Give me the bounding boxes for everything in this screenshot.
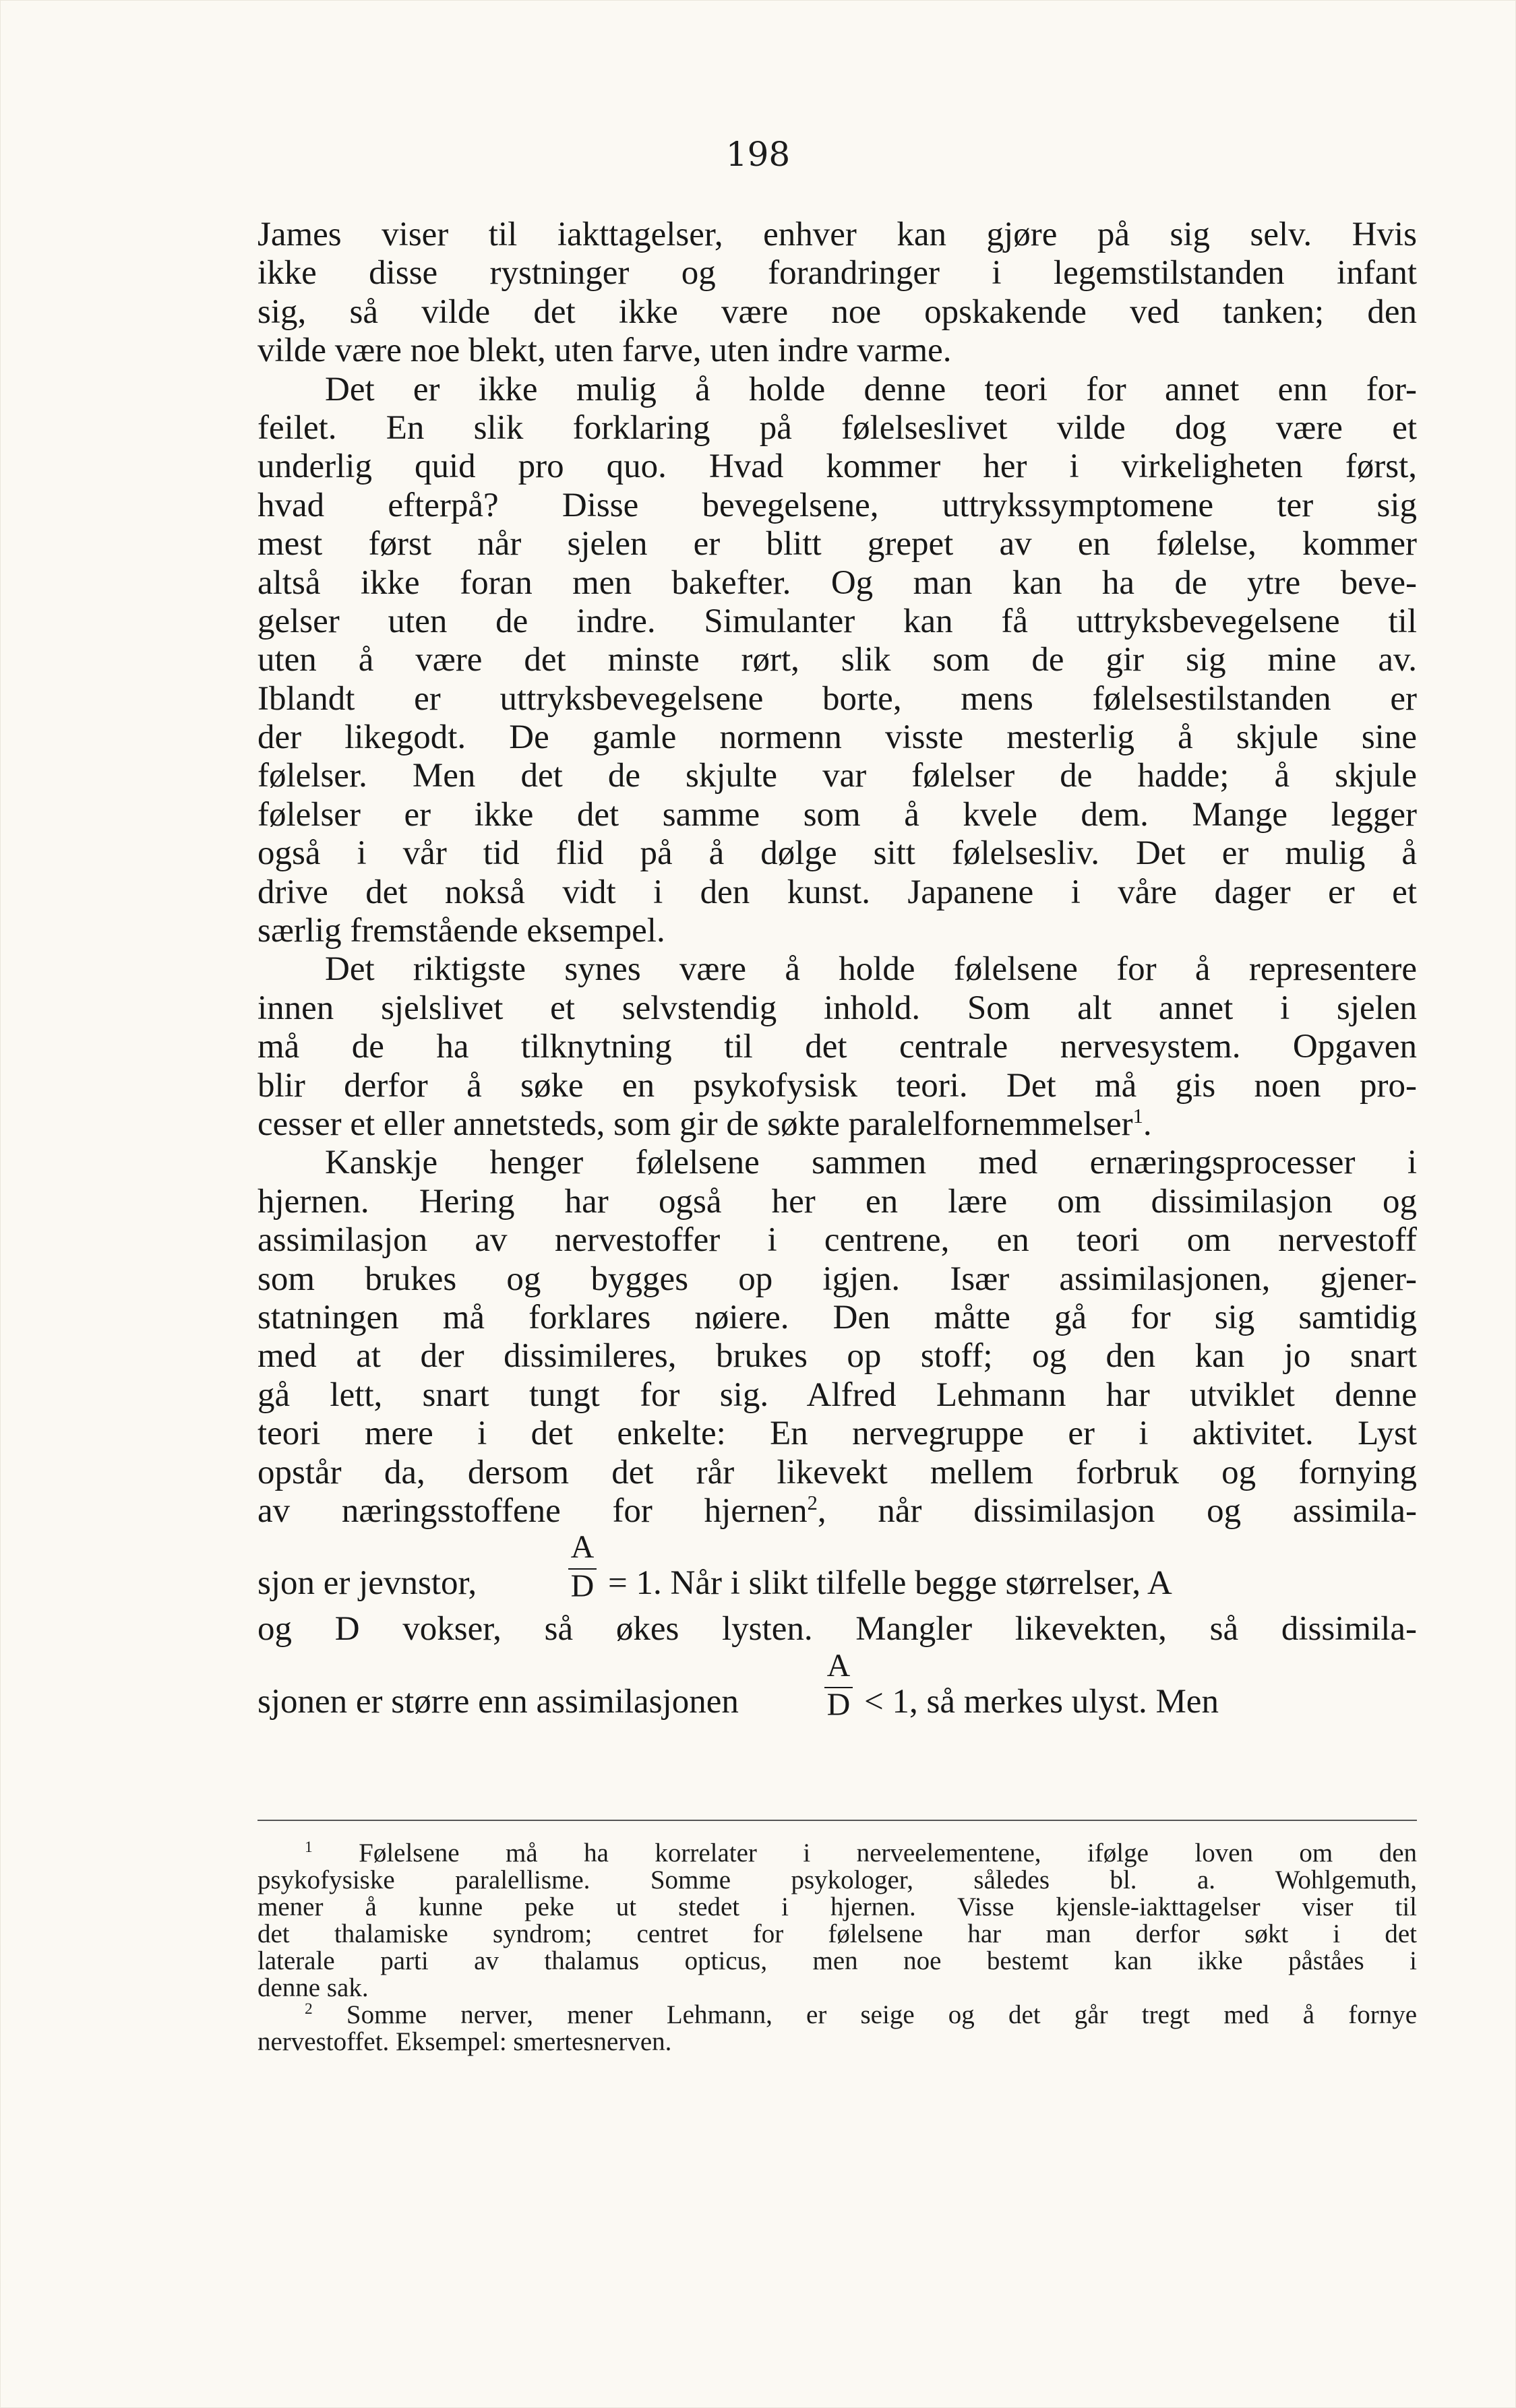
- text-line: Det riktigste synes være å holde følelsene for å representere: [325, 950, 1417, 989]
- text-line: sig, så vilde det ikke være noe opskakende ved tanken; den: [257, 292, 1417, 331]
- text-line: ikke disse rystninger og forandringer i legemstilstanden infant: [257, 254, 1417, 292]
- text-line: der likegodt. De gamle normenn visste mesterlig å skjule sine: [257, 718, 1417, 757]
- text-line: underlig quid pro quo. Hvad kommer her i virkeligheten først,: [257, 447, 1417, 486]
- footnote-line: [257, 2002, 1417, 2029]
- text-line: følelser. Men det de skjulte var følelser de hadde; å skjule: [257, 757, 1417, 795]
- formula-line: [257, 1531, 1417, 1610]
- body-text: [257, 216, 1417, 1729]
- fraction-denominator: D: [570, 1568, 595, 1605]
- text-line: Iblandt er uttryksbevegelsene borte, mens følelsestilstanden er: [257, 679, 1417, 718]
- footnote-1: [257, 1840, 1417, 2002]
- footnote-line: denne sak.: [257, 1973, 369, 2002]
- footnote-2: [257, 2002, 1417, 2056]
- fraction-numerator: A: [826, 1647, 851, 1684]
- text-line: gå lett, snart tungt for sig. Alfred Lehmann har utviklet denne: [257, 1376, 1417, 1414]
- text-fragment: , når dissimilasjon og assimila-: [817, 1491, 1417, 1530]
- text-line: Kanskje henger følelsene sammen med ernæringsprocesser i: [325, 1144, 1417, 1182]
- footnote-line: psykofysiske paralellisme. Somme psykologer, således bl. a. Wohlgemuth,: [257, 1865, 1417, 1894]
- text-line: gelser uten de indre. Simulanter kan få uttryksbevegelsene til: [257, 602, 1417, 640]
- text-fragment: Somme nerver, mener Lehmann, er seige og det går tregt med å fornye: [346, 2000, 1418, 2029]
- text-line: særlig fremstående eksempel.: [257, 912, 665, 950]
- text-line: også i vår tid flid på å dølge sitt følelsesliv. Det er mulig å: [257, 834, 1417, 873]
- text-line: som brukes og bygges op igjen. Især assimilasjonen, gjener-: [257, 1260, 1417, 1298]
- text-line: hvad efterpå? Disse bevegelsene, uttrykssymptomene ter sig: [257, 486, 1417, 524]
- fraction-a-over-d: [564, 1531, 601, 1603]
- page-number: 198: [725, 135, 791, 174]
- text-line: cesser et eller annetsteds, som gir de søkte paralelfornemmelser$^1$.: [257, 1104, 1152, 1143]
- text-fragment: sjon er jevnstor,: [257, 1564, 477, 1603]
- text-line: følelser er ikke det samme som å kvele dem. Mange legger: [257, 795, 1417, 834]
- text-line: assimilasjon av nervestoffer i centrene, en teori om nervestoff: [257, 1221, 1417, 1260]
- formula-line: [257, 1649, 1417, 1729]
- footnote-ref-1: 1: [1132, 1104, 1143, 1128]
- footnotes: [257, 1840, 1417, 2056]
- text-line: blir derfor å søke en psykofysisk teori. Det må gis noen pro-: [257, 1066, 1417, 1105]
- text-fragment: Følelsene må ha korrelater i nerveelementene, ifølge loven om den: [359, 1839, 1418, 1867]
- footnote-line: [257, 1840, 1417, 1867]
- text-line: James viser til iakttagelser, enhver kan gjøre på sig selv. Hvis: [257, 216, 1417, 253]
- paragraph-4: [257, 1144, 1417, 1728]
- text-line: uten å være det minste rørt, slik som de gir sig mine av.: [257, 641, 1417, 679]
- footnote-divider: [257, 1820, 1417, 1821]
- footnote-marker: 1: [305, 1839, 313, 1856]
- text-line: og D vokser, så økes lysten. Mangler likevekten, så dissimila-: [257, 1610, 1417, 1648]
- text-fragment: av næringsstoffene for hjernen: [257, 1491, 808, 1530]
- text-line: teori mere i det enkelte: En nervegruppe er i aktivitet. Lyst: [257, 1415, 1417, 1453]
- footnote-ref-2: 2: [807, 1491, 818, 1514]
- fraction-denominator: D: [826, 1686, 851, 1723]
- text-fragment: < 1, så merkes ulyst. Men: [864, 1682, 1219, 1721]
- text-line: vilde være noe blekt, uten farve, uten indre varme.: [257, 332, 952, 370]
- text-line: mest først når sjelen er blitt grepet av en følelse, kommer: [257, 525, 1417, 563]
- footnote-line: det thalamiske syndrom; centret for følelsene har man derfor søkt i det: [257, 1919, 1417, 1948]
- text-line: må de ha tilknytning til det centrale nervesystem. Opgaven: [257, 1028, 1417, 1066]
- text-line: statningen må forklares nøiere. Den måtte gå for sig samtidig: [257, 1298, 1417, 1336]
- footnote-line: laterale parti av thalamus opticus, men noe bestemt kan ikke påståes i: [257, 1946, 1417, 1975]
- text-fragment: sjonen er større enn assimilasjonen: [257, 1682, 739, 1721]
- text-line: Det er ikke mulig å holde denne teori for annet enn for-: [325, 370, 1417, 408]
- footnote-line: mener å kunne peke ut stedet i hjernen. Visse kjensle-iakttagelser viser til: [257, 1892, 1417, 1921]
- paragraph-1: [257, 216, 1417, 371]
- text-line: [257, 1492, 1417, 1531]
- fraction-numerator: A: [570, 1529, 595, 1566]
- text-line: opstår da, dersom det rår likevekt mellem forbruk og fornying: [257, 1453, 1417, 1491]
- text-fragment: = 1. Når i slikt tilfelle begge størrelser, A: [608, 1564, 1172, 1603]
- footnote-marker: 2: [305, 2000, 313, 2018]
- text-line: feilet. En slik forklaring på følelseslivet vilde dog være et: [257, 408, 1417, 447]
- text-fragment: cesser et eller annetsteds, som gir de søkte paralelfornemmelser: [257, 1105, 1133, 1143]
- paragraph-3: [257, 950, 1417, 1144]
- footnote-line: nervestoffet. Eksempel: smertesnerven.: [257, 2027, 672, 2056]
- text-line: innen sjelslivet et selvstendig inhold. Som alt annet i sjelen: [257, 989, 1417, 1027]
- text-line: altså ikke foran men bakefter. Og man kan ha de ytre beve-: [257, 563, 1417, 602]
- fraction-a-over-d: [820, 1649, 857, 1722]
- paragraph-2: [257, 371, 1417, 951]
- text-line: hjernen. Hering har også her en lære om dissimilasjon og: [257, 1182, 1417, 1221]
- text-line: drive det nokså vidt i den kunst. Japanene i våre dager er et: [257, 873, 1417, 911]
- text-line: med at der dissimileres, brukes op stoff; og den kan jo snart: [257, 1337, 1417, 1376]
